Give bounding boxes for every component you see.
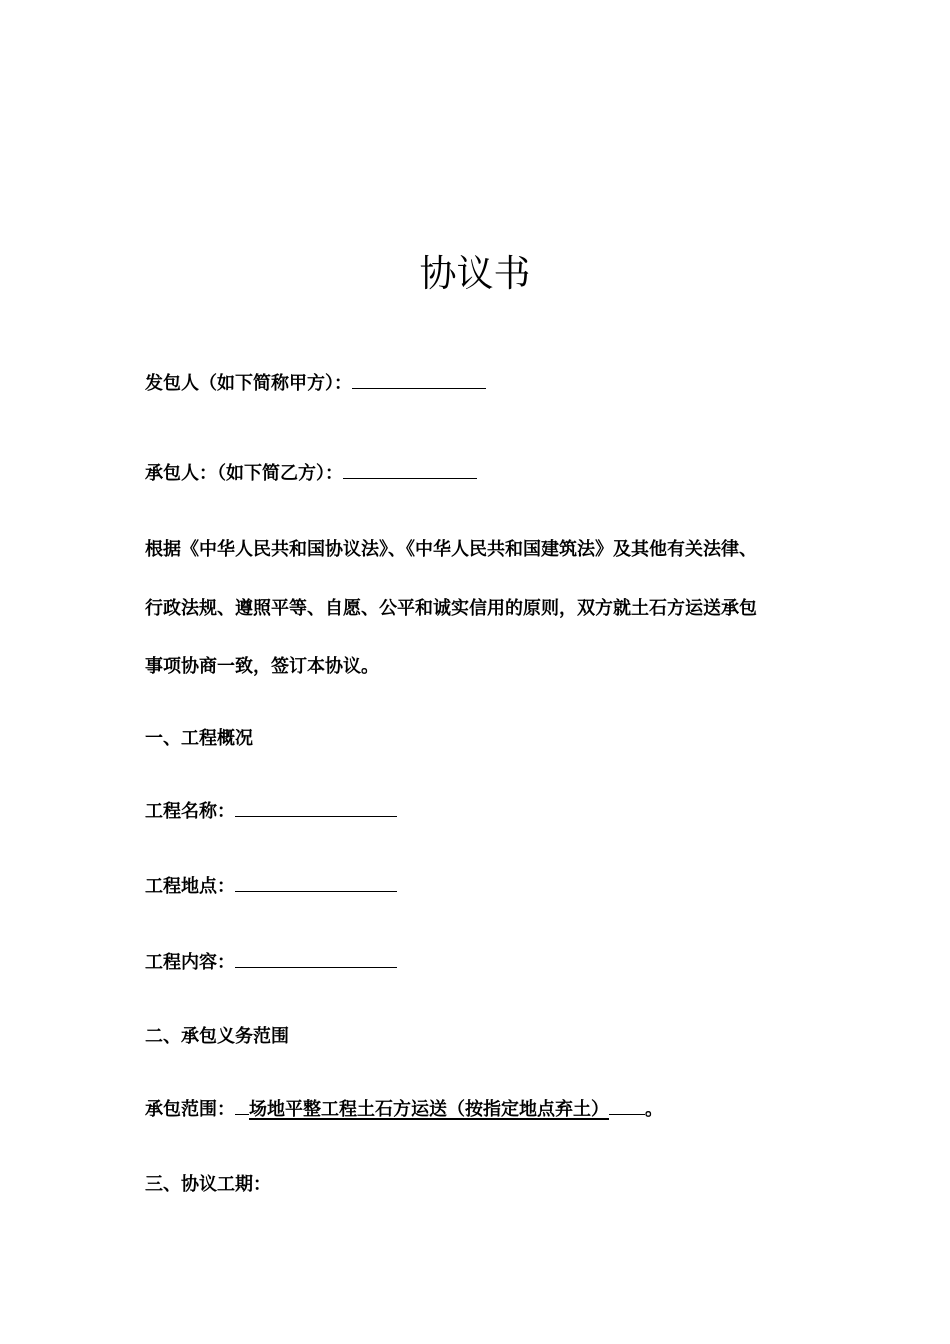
employer-blank[interactable] [352,372,486,389]
project-name-blank[interactable] [235,800,397,817]
section2-heading: 二、承包义务范围 [145,1026,289,1047]
scope-end: 。 [645,1099,663,1120]
section1-heading: 一、工程概况 [145,728,253,749]
project-location-line [145,874,397,900]
contractor-line [145,461,477,487]
contractor-blank[interactable] [343,462,477,479]
scope-value[interactable]: 场地平整工程土石方运送（按指定地点弃土） [249,1099,609,1120]
project-content-blank[interactable] [235,951,397,968]
project-content-label: 工程内容： [145,952,235,973]
preamble-line-1: 根据《中华人民共和国协议法》、《中华人民共和国建筑法》及其他有关法律、 [145,539,757,560]
project-name-line [145,799,397,825]
employer-label: 发包人（如下简称甲方）： [145,373,352,394]
project-name-label: 工程名称： [145,801,235,822]
project-location-blank[interactable] [235,875,397,892]
preamble-line-2: 行政法规、遵照平等、自愿、公平和诚实信用的原则，双方就土石方运送承包 [145,598,757,619]
document-title: 协议书 [419,252,531,295]
scope-pad-right [609,1098,645,1115]
project-location-label: 工程地点： [145,876,235,897]
project-content-line [145,950,397,976]
contractor-label: 承包人：（如下简乙方）： [145,463,343,484]
preamble-line-3: 事项协商一致，签订本协议。 [145,656,379,677]
scope-pad-left [235,1098,249,1115]
section3-heading: 三、协议工期： [145,1174,271,1195]
scope-label: 承包范围： [145,1099,235,1120]
scope-line [145,1097,663,1123]
employer-line [145,371,486,397]
